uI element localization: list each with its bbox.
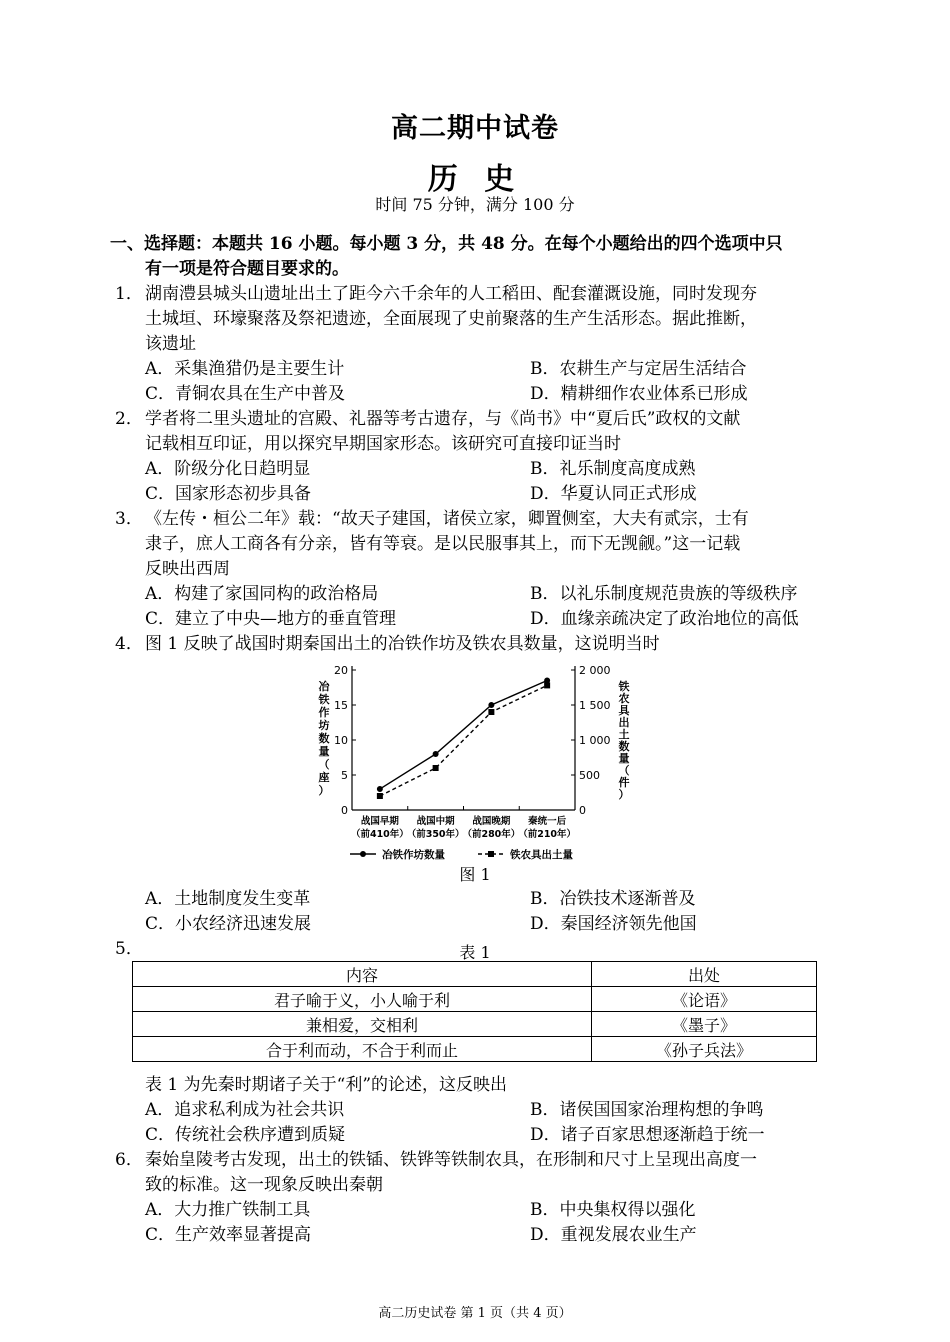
left-tick-label: 0 (341, 804, 348, 817)
question-text: 《左传・桓公二年》载：“故天子建国，诸侯立家，卿置侧室，大夫有贰宗，士有 (145, 509, 749, 529)
question-number: 1． (115, 284, 143, 304)
question-number: 3． (115, 509, 143, 529)
option-a: A．土地制度发生变革 (145, 889, 311, 909)
left-axis-label-char: 冶 (318, 680, 330, 693)
right-axis-label-char: 土 (618, 728, 630, 741)
table-cell: 君子喻于义，小人喻于利 (133, 987, 592, 1012)
option-b: B．以礼乐制度规范贵族的等级秩序 (530, 584, 798, 604)
legend-label: 铁农具出土量 (510, 849, 573, 861)
question-number: 5． (115, 939, 143, 959)
page-footer: 高二历史试卷 第 1 页（共 4 页） (378, 1306, 572, 1321)
right-axis-label-char: 铁 (618, 680, 630, 693)
table-header-content: 内容 (133, 962, 592, 987)
figure1-chart (310, 658, 640, 868)
left-axis-label-char: 座 (318, 771, 330, 784)
section-heading-line1: 一、选择题：本题共 16 小题。每小题 3 分，共 48 分。在每个小题给出的四个选项中只 (110, 234, 783, 254)
left-axis-label-char: 量 (318, 745, 330, 758)
table-header-source: 出处 (592, 962, 817, 987)
data-point (377, 793, 383, 799)
right-axis-label-char: 具 (618, 704, 630, 717)
option-b: B．中央集权得以强化 (530, 1200, 696, 1220)
data-point (433, 765, 439, 771)
left-axis-label-char: （ (318, 758, 330, 771)
question-text: 湖南澧县城头山遗址出土了距今六千余年的人工稻田、配套灌溉设施，同时发现夯 (145, 284, 757, 304)
question-text: 该遗址 (145, 334, 196, 354)
question-text: 记载相互印证，用以探究早期国家形态。该研究可直接印证当时 (145, 434, 621, 454)
subject-title: 历 史 (427, 162, 523, 197)
series-line (380, 685, 547, 796)
option-c: C．国家形态初步具备 (145, 484, 312, 504)
option-a: A．阶级分化日趋明显 (145, 459, 311, 479)
question-number: 4． (115, 634, 143, 654)
right-axis-label-char: 出 (618, 716, 630, 729)
question-text: 表 1 为先秦时期诸子关于“利”的论述，这反映出 (145, 1075, 508, 1095)
table-cell: 《墨子》 (592, 1012, 817, 1037)
table-row (133, 987, 817, 1012)
option-d: D．诸子百家思想逐渐趋于统一 (530, 1125, 765, 1145)
option-d: D．精耕细作农业体系已形成 (530, 384, 748, 404)
page-title: 高二期中试卷 (391, 113, 559, 144)
x-tick-label: 战国早期 (360, 816, 399, 827)
right-axis-label-char: 农 (618, 692, 630, 705)
data-point (433, 751, 439, 757)
option-d: D．重视发展农业生产 (530, 1225, 697, 1245)
question-text: 土城垣、环壕聚落及祭祀遗迹，全面展现了史前聚落的生产生活形态。据此推断， (145, 309, 757, 329)
option-b: B．礼乐制度高度成熟 (530, 459, 696, 479)
table-header-row (133, 962, 817, 987)
legend-marker (488, 851, 494, 857)
option-a: A．大力推广铁制工具 (145, 1200, 311, 1220)
option-b: B．农耕生产与定居生活结合 (530, 359, 747, 379)
left-axis-label-char: 坊 (318, 719, 330, 732)
x-tick-sublabel: （前410年） (350, 829, 409, 840)
left-tick-label: 20 (334, 664, 348, 677)
question-number: 6． (115, 1150, 143, 1170)
left-tick-label: 5 (341, 769, 348, 782)
table-cell: 兼相爱，交相利 (133, 1012, 592, 1037)
table-cell: 《论语》 (592, 987, 817, 1012)
option-b: B．冶铁技术逐渐普及 (530, 889, 696, 909)
table-caption: 表 1 (459, 943, 491, 962)
data-point (488, 709, 494, 715)
option-a: A．构建了家国同构的政治格局 (145, 584, 379, 604)
left-axis-label-char: ） (318, 784, 330, 797)
right-tick-label: 0 (579, 804, 586, 817)
left-tick-label: 15 (334, 699, 348, 712)
exam-meta: 时间 75 分钟，满分 100 分 (375, 195, 575, 214)
table-row (133, 1012, 817, 1037)
x-tick-label: 战国晚期 (472, 816, 511, 827)
data-point (377, 786, 383, 792)
right-tick-label: 1 500 (579, 699, 611, 712)
figure-caption: 图 1 (459, 865, 491, 884)
left-axis-label-char: 铁 (318, 693, 330, 706)
right-axis-label-char: 件 (618, 776, 630, 789)
question-text: 致的标准。这一现象反映出秦朝 (145, 1175, 383, 1195)
x-tick-label: 秦统一后 (528, 816, 567, 827)
left-tick-label: 10 (334, 734, 348, 747)
right-axis-label-char: 数 (618, 740, 630, 753)
option-b: B．诸侯国国家治理构想的争鸣 (530, 1100, 764, 1120)
option-d: D．华夏认同正式形成 (530, 484, 697, 504)
option-c: C．小农经济迅速发展 (145, 914, 312, 934)
option-a: A．追求私利成为社会共识 (145, 1100, 345, 1120)
table-cell: 合于利而动，不合于利而止 (133, 1037, 592, 1062)
table1 (132, 961, 817, 1062)
option-c: C．青铜农具在生产中普及 (145, 384, 346, 404)
right-axis-label-char: （ (618, 764, 630, 777)
option-c: C．建立了中央—地方的垂直管理 (145, 609, 397, 629)
legend-marker (360, 851, 366, 857)
option-a: A．采集渔猎仍是主要生计 (145, 359, 345, 379)
left-axis-label-char: 作 (318, 706, 330, 719)
right-tick-label: 500 (579, 769, 600, 782)
question-text: 学者将二里头遗址的宫殿、礼器等考古遗存，与《尚书》中“夏后氏”政权的文献 (145, 409, 741, 429)
option-d: D．秦国经济领先他国 (530, 914, 697, 934)
left-axis-label-char: 数 (318, 732, 330, 745)
x-tick-label: 战国中期 (416, 816, 455, 827)
question-text: 隶子，庶人工商各有分亲，皆有等衰。是以民服事其上，而下无觊觎。”这一记载 (145, 534, 741, 554)
option-c: C．生产效率显著提高 (145, 1225, 312, 1245)
table-cell: 《孙子兵法》 (592, 1037, 817, 1062)
question-text: 图 1 反映了战国时期秦国出土的冶铁作坊及铁农具数量，这说明当时 (145, 634, 660, 654)
option-d: D．血缘亲疏决定了政治地位的高低 (530, 609, 799, 629)
section-heading-line2: 有一项是符合题目要求的。 (145, 259, 349, 279)
x-tick-sublabel: （前350年） (406, 829, 465, 840)
x-tick-sublabel: （前210年） (518, 829, 577, 840)
right-tick-label: 1 000 (579, 734, 611, 747)
question-text: 秦始皇陵考古发现，出土的铁锸、铁铧等铁制农具，在形制和尺寸上呈现出高度一 (145, 1150, 757, 1170)
data-point (544, 682, 550, 688)
right-tick-label: 2 000 (579, 664, 611, 677)
table-row (133, 1037, 817, 1062)
option-c: C．传统社会秩序遭到质疑 (145, 1125, 346, 1145)
legend-label: 冶铁作坊数量 (382, 849, 445, 861)
question-text: 反映出西周 (145, 559, 230, 579)
data-point (488, 702, 494, 708)
question-number: 2． (115, 409, 143, 429)
right-axis-label-char: 量 (618, 752, 630, 765)
x-tick-sublabel: （前280年） (462, 829, 521, 840)
right-axis-label-char: ） (618, 788, 630, 801)
